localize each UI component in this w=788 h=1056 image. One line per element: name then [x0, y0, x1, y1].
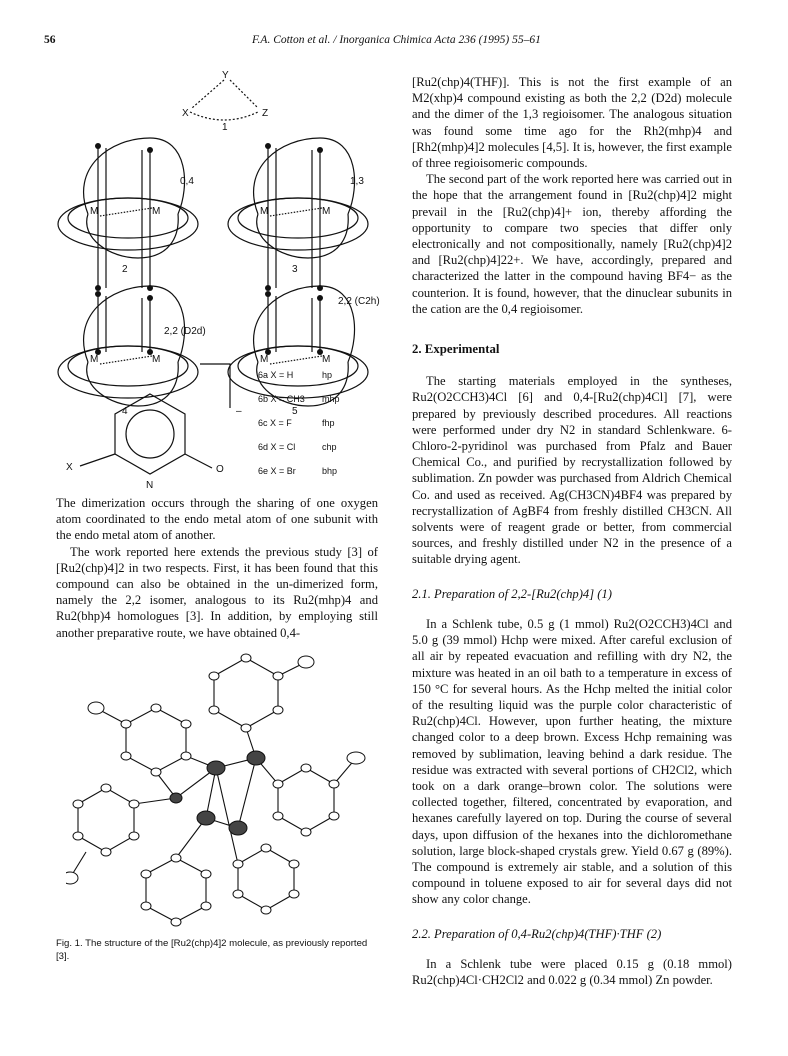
figure-1-ortep [66, 648, 366, 936]
ligand-6a-abbr: hp [322, 370, 333, 380]
scheme-label-4: 4 [122, 406, 128, 417]
ligand-6d: 6d X = Cl [258, 442, 296, 452]
ligand-6b: 6b X = CH3 [258, 394, 305, 404]
right-column [412, 74, 732, 988]
ligand-6d-abbr: chp [322, 442, 337, 452]
paragraph-preparation-2: In a Schlenk tube were placed 0.15 g (0.18 mmol) Ru2(chp)4Cl·CH2Cl2 and 0.022 g (0.34 mmol) Zn powder. [412, 956, 732, 987]
paragraph-second-part: The second part of the work reported here was carried out in the hope that the arrangement found in [Ru2(chp)4]2 might prevail in the [Ru2(chp)4]+ ion, thereby affording the opportunity to compare two species that differ only electronically and not compositionally, namely [Ru2(chp)4]2 and [Ru2(chp)4]22+. We have, accordingly, prepared and characterized the latter in the compound having BF4− as the counterion. It is found, however, that the dinuclear subunits in the cation are the 0,4 regioisomer. [412, 172, 732, 316]
scheme-label-y: Y [222, 70, 229, 81]
scheme-label-13: 1,3 [350, 176, 364, 187]
scheme-label-charge: – [236, 406, 242, 417]
subsection-heading-2-1: 2.1. Preparation of 2,2-[Ru2(chp)4] (1) [412, 586, 612, 601]
ligand-6c: 6c X = F [258, 418, 292, 428]
figure-1-caption: Fig. 1. The structure of the [Ru2(chp)4]2 molecule, as previously reported [3]. [56, 938, 368, 962]
scheme-label-metal-4b: M [152, 354, 161, 365]
scheme-label-ring-x: X [66, 462, 73, 473]
ligand-6e-abbr: bhp [322, 466, 338, 476]
ligand-6b-abbr: mhp [322, 394, 340, 404]
scheme-label-z: Z [262, 108, 269, 119]
scheme-label-04: 0,4 [180, 176, 194, 187]
scheme-label-22c: 2,2 (C2h) [338, 296, 380, 307]
scheme-label-22d: 2,2 (D2d) [164, 326, 206, 337]
paragraph-extends: The work reported here extends the previous study [3] of [Ru2(chp)4]2 in two respects. First, it has been found that this compound can also be obtained in the un-dimerized form, namely the 2,2 isomer, analogous to its Ru2(mhp)4 and Ru2(bhp)4 homologues [3]. In addition, by employing still another preparative route, we have obtained 0,4- [56, 544, 378, 640]
page-number: 56 [44, 34, 56, 46]
scheme-label-2: 2 [122, 264, 128, 275]
scheme-label-1: 1 [222, 122, 228, 133]
scheme-label-ring-o: O [216, 464, 224, 475]
scheme-label-metal-4a: M [90, 354, 99, 365]
scheme-label-metal-2b: M [152, 206, 161, 217]
subsection-heading-2-2: 2.2. Preparation of 0,4-Ru2(chp)4(THF)·THF (2) [412, 926, 662, 941]
running-head: F.A. Cotton et al. / Inorganica Chimica Acta 236 (1995) 55–61 [252, 34, 541, 46]
scheme-label-metal-5b: M [322, 354, 331, 365]
scheme-label-3: 3 [292, 264, 298, 275]
scheme-label-5: 5 [292, 406, 298, 417]
regioisomer-scheme [40, 68, 390, 488]
paragraph-continuation: [Ru2(chp)4(THF)]. This is not the first example of an M2(xhp)4 compound existing as both the 2,2 (D2d) molecule and the dimer of the 1,3 regioisomer. The analogous situation was found some time ago for the Rh2(mhp)4 and [Rh2(mhp)4]2 molecules [4,5]. It is, however, the first example of three regioisomeric compounds. [412, 75, 732, 171]
scheme-label-metal-5a: M [260, 354, 269, 365]
paragraph-preparation-1: In a Schlenk tube, 0.5 g (1 mmol) Ru2(O2CCH3)4Cl and 5.0 g (39 mmol) Hchp were mixed. After careful exclusion of all air by repeated evacuation and refilling with dry N2, the mixture was heated in an oil bath to a temperature in excess of 150 °C for several hours. As the Hchp melted the initial color of the resulting liquid was the purple color characteristic of Ru2(chp)4Cl. However, upon further heating, the mixture changed color to a deep brown. Excess Hchp remaining was removed by sublimation, leaving behind a dark residue. The residue was extracted with several portions of CH2Cl2, which took on a dark orange–brown color. The solutions were collected together, filtered, concentrated by evaporation, and hexanes carefully layered on top. During the course of several days, upon diffusion of the hexanes into the dichloromethane solution, large block-shaped crystals grew. Yield 0.67 g (89%). The compound is extremely air stable, and a solution of this compound in toluene exposed to air for several days did not show any color change. [412, 616, 732, 907]
section-heading-experimental: 2. Experimental [412, 342, 500, 357]
ligand-6a: 6a X = H [258, 370, 294, 380]
scheme-label-ring-n: N [146, 480, 154, 488]
scheme-label-metal-3a: M [260, 206, 269, 217]
ligand-6c-abbr: fhp [322, 418, 335, 428]
left-column [56, 495, 378, 641]
scheme-label-x: X [182, 108, 189, 119]
paragraph-dimerization: The dimerization occurs through the sharing of one oxygen atom coordinated to the endo metal atom of one subunit with the endo metal atom of another. [56, 496, 378, 543]
scheme-label-metal-2a: M [90, 206, 99, 217]
paragraph-starting-materials: The starting materials employed in the syntheses, Ru2(O2CCH3)4Cl [6] and 0,4-[Ru2(chp)4Cl] [7], were prepared by previously described procedures. All reactions were performed under dry N2 in standard Schlenkware. 6-Chloro-2-pyridinol was purchased from Pfalz and Bauer Chemical Co., and purified by recrystallization followed by sublimation. Zn powder was purchased from Aldrich Chemical Co. and used as received. Ag(CH3CN)4BF4 was prepared by recrystallization of AgBF4 from freshly distilled CH3CN. All solvents were of reagent grade or better, from commercial sources, and freshly distilled under N2 in the presence of a suitable drying agent. [412, 374, 732, 567]
ligand-6e: 6e X = Br [258, 466, 296, 476]
scheme-label-metal-3b: M [322, 206, 331, 217]
